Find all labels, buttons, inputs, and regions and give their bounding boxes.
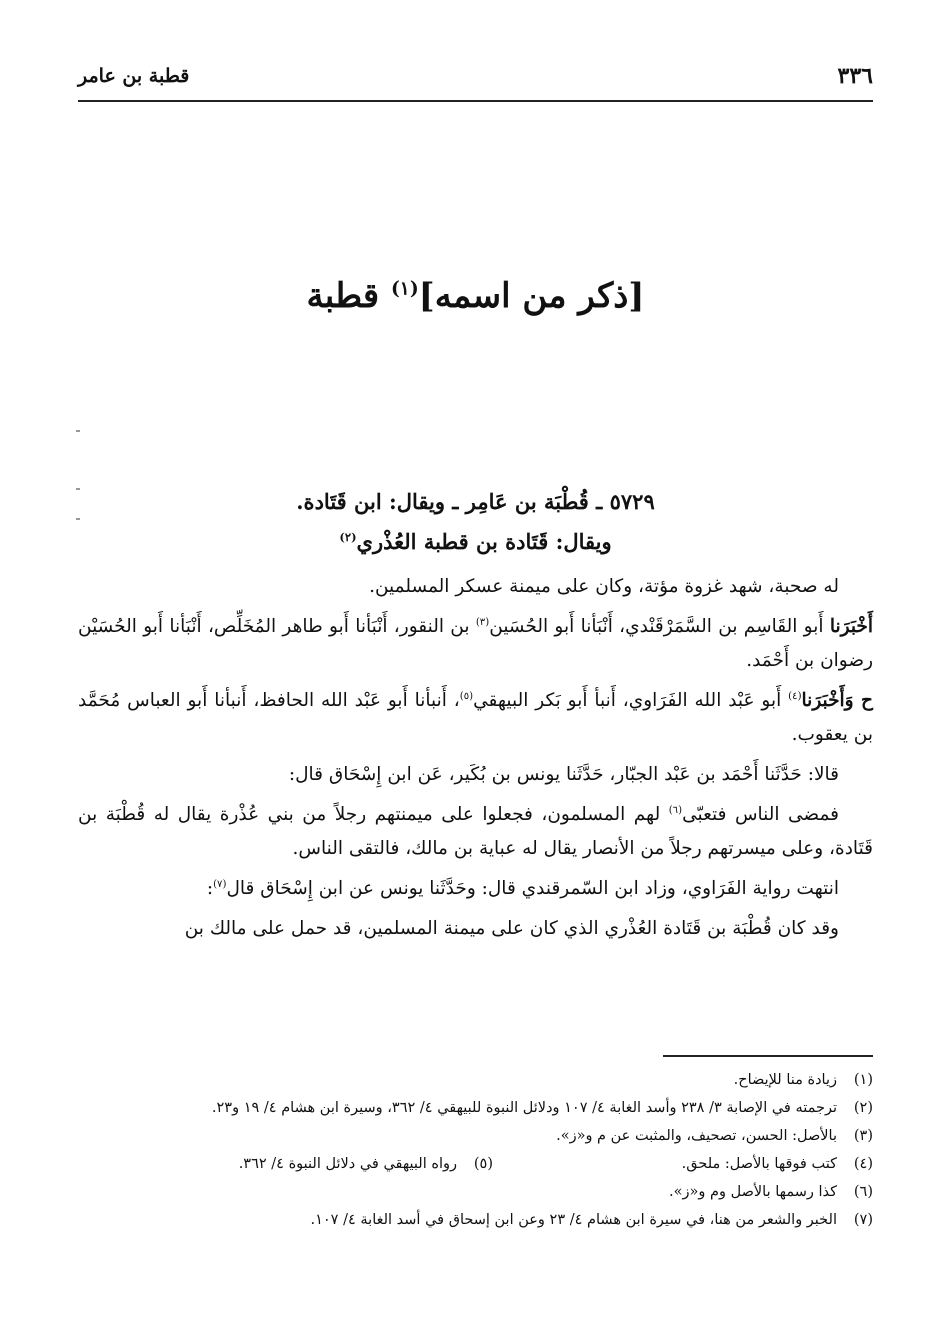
footnote-text: كذا رسمها بالأصل وم و«ز».	[669, 1184, 837, 1200]
footnote	[78, 1122, 873, 1150]
running-title: قطبة بن عامر	[78, 65, 190, 87]
footnote-ref: (٦)	[668, 804, 683, 816]
footnote	[78, 1094, 873, 1122]
footnote	[493, 1150, 873, 1178]
page-number: ٣٣٦	[837, 63, 873, 89]
footnote-ref: (٤)	[788, 690, 802, 702]
section-title-text: [ذكر من اسمه]	[418, 276, 645, 316]
header-rule	[78, 100, 873, 102]
paragraph-text: ، أَنبأنا أَبو عَبْد الله الحافظ، أَنبأنا أَبو العباس مُحَمَّد بن يعقوب.	[78, 690, 873, 745]
footnote	[78, 1178, 873, 1206]
isnad-keyword: ح وَأَخْبَرَنا	[801, 690, 873, 711]
paragraph-text: انتهت رواية الفَرَاوي، وزاد ابن السّمرقندي قال: وحَدَّثَنا يونس عن ابن إِسْحَاق قال	[226, 878, 839, 899]
footnote-pair	[78, 1150, 873, 1178]
footnote-number: (٢)	[853, 1100, 873, 1116]
paragraph	[78, 872, 873, 906]
body-text	[78, 570, 873, 952]
paragraph-text: أَبو عَبْد الله الفَرَاوي، أَنبأ أَبو بَكر البيهقي	[473, 690, 789, 711]
paragraph-text: بن النقور، أَنْبَأنا أَبو طاهر المُخَلِّص، أَنْبَأنا أَبو الحُسَيْن رضوان بن أَحْمَد.	[78, 616, 873, 671]
entry-heading-line: ٥٧٢٩ ـ قُطْبَة بن عَامِر ـ ويقال: ابن قَتَادة.	[296, 489, 655, 514]
footnote-number: (٤)	[853, 1156, 873, 1172]
footnote-text: زيادة منا للإيضاح.	[733, 1072, 837, 1088]
section-title	[78, 276, 873, 316]
paragraph-text: فمضى الناس فتعبّى	[682, 804, 839, 825]
footnote-number: (٣)	[853, 1128, 873, 1144]
paragraph: وقد كان قُطْبَة بن قَتَادة العُذْري الذي كان على ميمنة المسلمين، قد حمل على مالك بن	[184, 918, 839, 939]
footnote-number: (١)	[853, 1072, 873, 1088]
footnote	[78, 1206, 873, 1234]
section-title-name: قطبة	[306, 276, 391, 316]
scan-mark	[76, 430, 80, 432]
paragraph: قالا: حَدَّثَنا أَحْمَد بن عَبْد الجبّار، حَدَّثَنا يونس بن بُكَير، عَن ابن إِسْحَاق قال:	[288, 764, 839, 785]
footnote-number: (٦)	[853, 1184, 873, 1200]
paragraph-text: لهم المسلمون، فجعلوا على ميمنتهم رجلاً من بني عُذْرة يقال له قُطْبَة بن قَتَادة، وعلى ميسرتهم رجلاً من الأنصار يقال له عباية بن مالك، فالتقى الناس.	[78, 804, 873, 859]
footnote-number: (٧)	[853, 1212, 873, 1228]
footnotes	[78, 1066, 873, 1234]
footnote-number: (٥)	[473, 1156, 493, 1172]
entry-heading	[78, 482, 873, 562]
footnote-ref: (٧)	[213, 878, 227, 890]
paragraph	[78, 610, 873, 678]
paragraph	[78, 798, 873, 866]
footnote-ref: (٣)	[475, 616, 490, 628]
entry-heading-line	[78, 522, 873, 562]
footnote-ref: (١)	[390, 277, 419, 300]
paragraph-text: :	[206, 878, 214, 899]
isnad-keyword: أَخْبَرَنا	[829, 616, 873, 637]
entry-heading-text: ويقال: قَتَادة بن قطبة العُذْري	[356, 529, 612, 554]
footnote	[78, 1066, 873, 1094]
footnote-text: رواه البيهقي في دلائل النبوة ٤/ ٣٦٢.	[238, 1156, 457, 1172]
page-header	[78, 58, 873, 94]
footnote-text: كتب فوقها بالأصل: ملحق.	[681, 1156, 837, 1172]
paragraph-text: أَبو القَاسِم بن السَّمَرْقَنْدي، أَنْبَأنا أَبو الحُسَين	[489, 616, 830, 637]
footnote-ref: (٥)	[459, 690, 474, 702]
paragraph	[78, 684, 873, 752]
footnote-text: ترجمته في الإصابة ٣/ ٢٣٨ وأسد الغابة ٤/ ١٠٧ ودلائل النبوة للبيهقي ٤/ ٣٦٢، وسيرة ابن هشام ٤/ ١٩ و٢٣.	[211, 1100, 837, 1116]
footnote-text: بالأصل: الحسن، تصحيف، والمثبت عن م و«ز».	[556, 1128, 837, 1144]
footnote-ref: (٢)	[339, 530, 357, 544]
footnote	[113, 1150, 493, 1178]
footnote-text: الخبر والشعر من هنا، في سيرة ابن هشام ٤/ ٢٣ وعن ابن إسحاق في أسد الغابة ٤/ ١٠٧.	[310, 1212, 837, 1228]
paragraph: له صحبة، شهد غزوة مؤتة، وكان على ميمنة عسكر المسلمين.	[369, 576, 839, 597]
footnote-rule	[663, 1055, 873, 1057]
